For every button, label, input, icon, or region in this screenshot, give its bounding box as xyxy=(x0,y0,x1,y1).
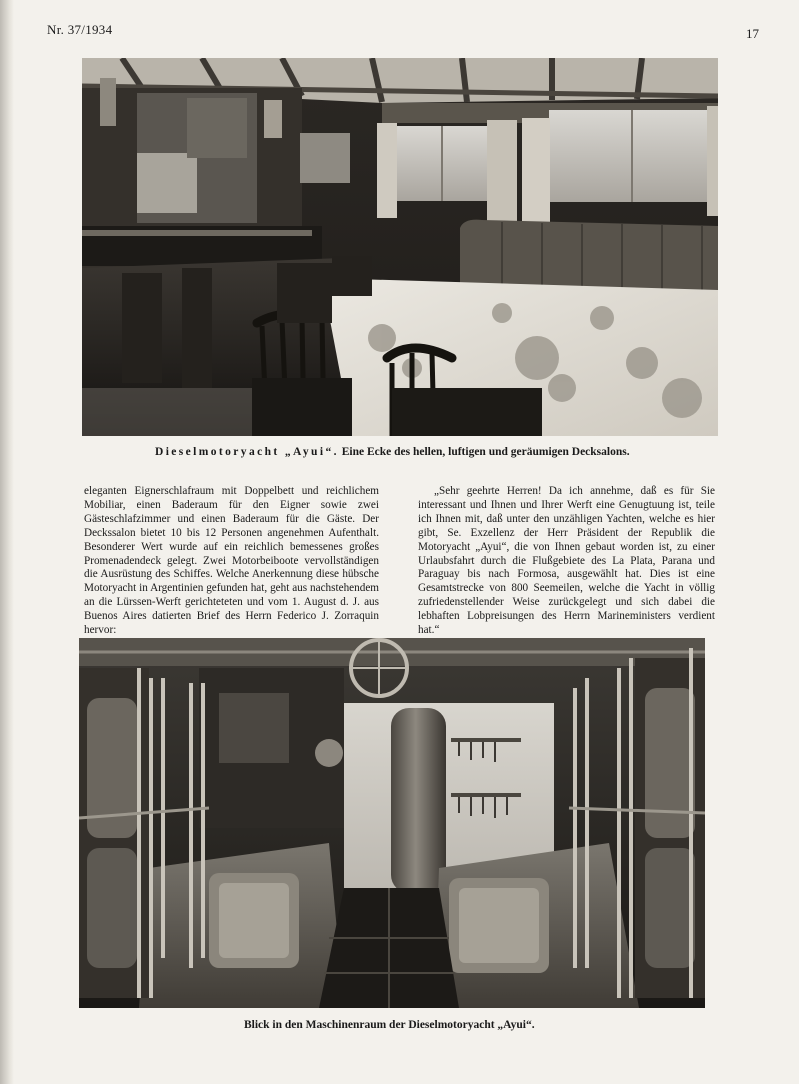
page-number: 17 xyxy=(746,26,759,41)
page-binding-shadow xyxy=(0,0,14,1084)
article-paragraph: eleganten Eignerschlafraum mit Doppelbett und reichlichem Mobiliar, einen Baderaum für den Eigner sowie zwei Gästeschlafzimmer und einen Baderaum für die Gäste. Der Deckssalon bietet 10 bis 12 Personen angenehmen Aufenthalt. Besonderer Wert wurde auf ein reichlich bemessenes großes Promenadendeck gelegt. Zwei Motorbeiboote vervollständigen die Ausrüstung des Schiffes. Welche Anerkennung diese hübsche Motoryacht in Argentinien gefunden hat, geht aus nachstehendem an die Lürssen-Werft gerichteteten und vom 1. August d. J. aus Buenos Aires datierten Brief des Herrn Federico J. Zorraquin hervor: xyxy=(84,485,379,637)
caption-title-spaced: Dieselmotoryacht „Ayui“. xyxy=(155,446,339,458)
issue-number: Nr. 37/1934 xyxy=(47,22,113,37)
engine-room-caption: Blick in den Maschinenraum der Dieselmotoryacht „Ayui“. xyxy=(244,1019,535,1031)
deck-salon-caption xyxy=(155,446,630,458)
deck-salon-photo xyxy=(82,58,718,436)
caption-description: Eine Ecke des hellen, luftigen und geräumigen Decksalons. xyxy=(338,446,630,458)
article-column-right xyxy=(418,485,715,638)
article-column-left xyxy=(84,485,379,638)
engine-room-photo xyxy=(79,638,705,1008)
letter-paragraph: „Sehr geehrte Herren! Da ich annehme, daß es für Sie interessant und Ihnen und Ihrer Werft eine Genugtuung ist, teile ich Ihnen mit, daß unter den unzähligen Yachten, welche es hier gibt, Se. Exzellenz der Herr Präsident der Republik die Motoryacht „Ayui“, die von Ihnen gebaut worden ist, zu einer Urlaubsfahrt durch die Flußgebiete des La Plata, Parana und Paraguay bis nach Formosa, ausgewählt hat. Dies ist eine Gesamtstrecke von 800 Seemeilen, welche die Yacht in völlig zufriedenstellender Weise zurückgelegt und sich dabei die lebhaften Lobpreisungen des Herrn Marineministers verdient hat.“ xyxy=(418,485,715,637)
